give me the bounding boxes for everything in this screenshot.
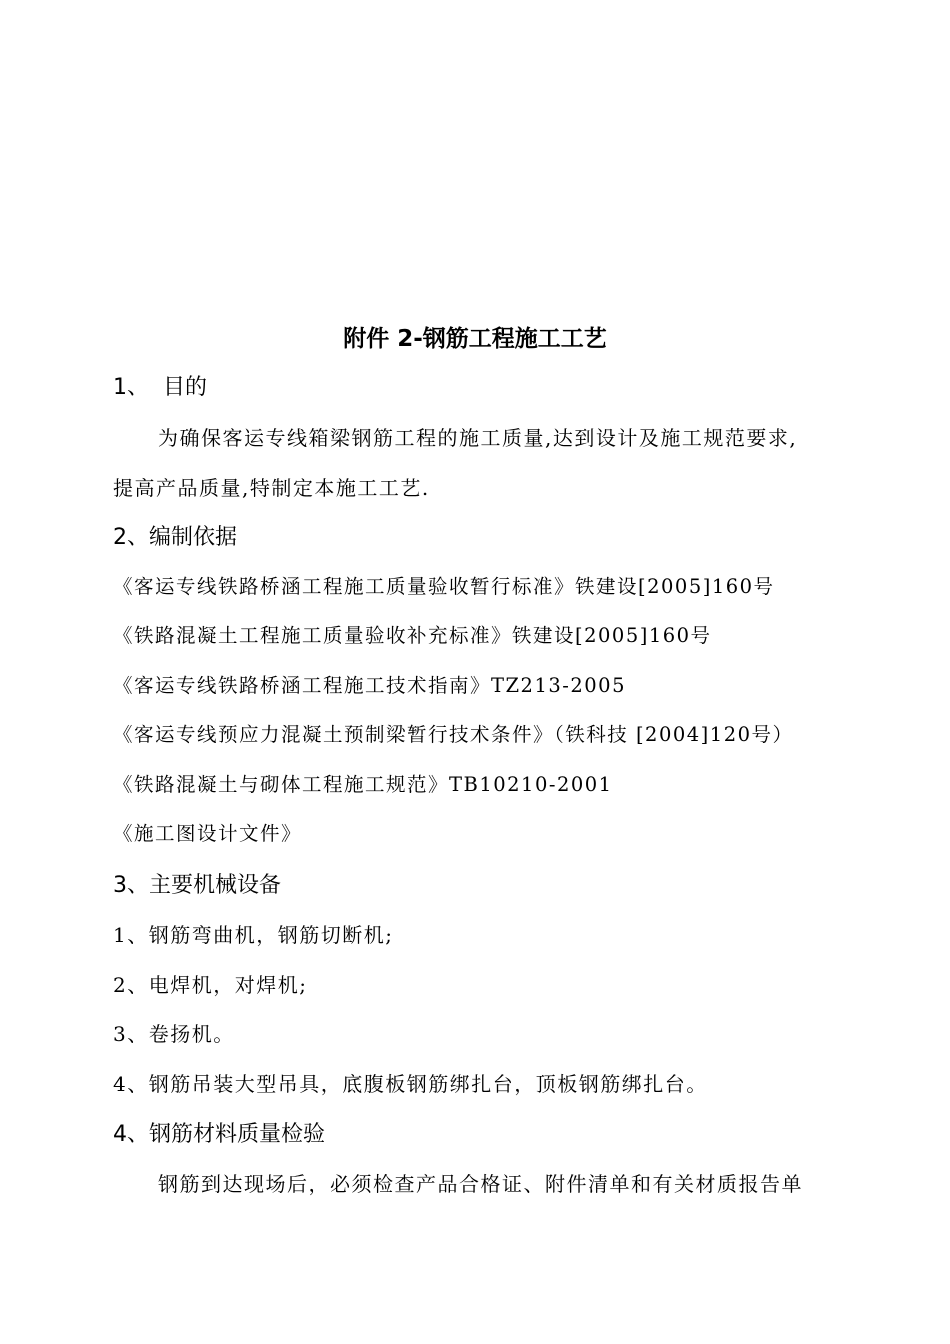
equipment-item: 1、钢筋弯曲机，钢筋切断机; [113,923,394,947]
reference-item: 《施工图设计文件》 [113,822,303,845]
reference-item: 《铁路混凝土与砌体工程施工规范》TB10210-2001 [113,773,613,796]
section-4-number: 4、 [113,1122,149,1147]
section-2-title: 编制依据 [149,525,238,550]
section-4-title: 钢筋材料质量检验 [149,1122,326,1147]
equipment-item: 3、卷扬机。 [113,1022,235,1046]
reference-item: 《客运专线铁路桥涵工程施工质量验收暂行标准》铁建设[2005]160号 [113,575,775,598]
section-1-paragraph-line-1: 为确保客运专线箱梁钢筋工程的施工质量,达到设计及施工规范要求, [158,426,798,450]
reference-item: 《客运专线预应力混凝土预制梁暂行技术条件》（铁科技 [2004]120号） [113,723,794,746]
section-1-heading [113,372,207,404]
reference-item: 《铁路混凝土工程施工质量验收补充标准》铁建设[2005]160号 [113,624,712,647]
reference-item: 《客运专线铁路桥涵工程施工技术指南》TZ213-2005 [113,674,626,697]
section-2-heading [113,522,237,554]
section-1-title: 目的 [163,375,208,400]
equipment-item: 4、钢筋吊装大型吊具，底腹板钢筋绑扎台，顶板钢筋绑扎台。 [113,1072,708,1096]
equipment-item: 2、电焊机，对焊机; [113,973,308,997]
section-3-title: 主要机械设备 [149,873,282,898]
document-title: 附件 2-钢筋工程施工工艺 [343,326,607,352]
section-2-number: 2、 [113,525,149,550]
section-3-number: 3、 [113,873,149,898]
section-1-paragraph-line-2: 提高产品质量,特制定本施工工艺. [113,476,430,500]
section-1-number: 1、 [113,375,149,400]
section-3-heading [113,870,281,902]
section-4-heading [113,1119,325,1151]
section-4-paragraph-line-1: 钢筋到达现场后，必须检查产品合格证、附件清单和有关材质报告单 [158,1172,803,1196]
